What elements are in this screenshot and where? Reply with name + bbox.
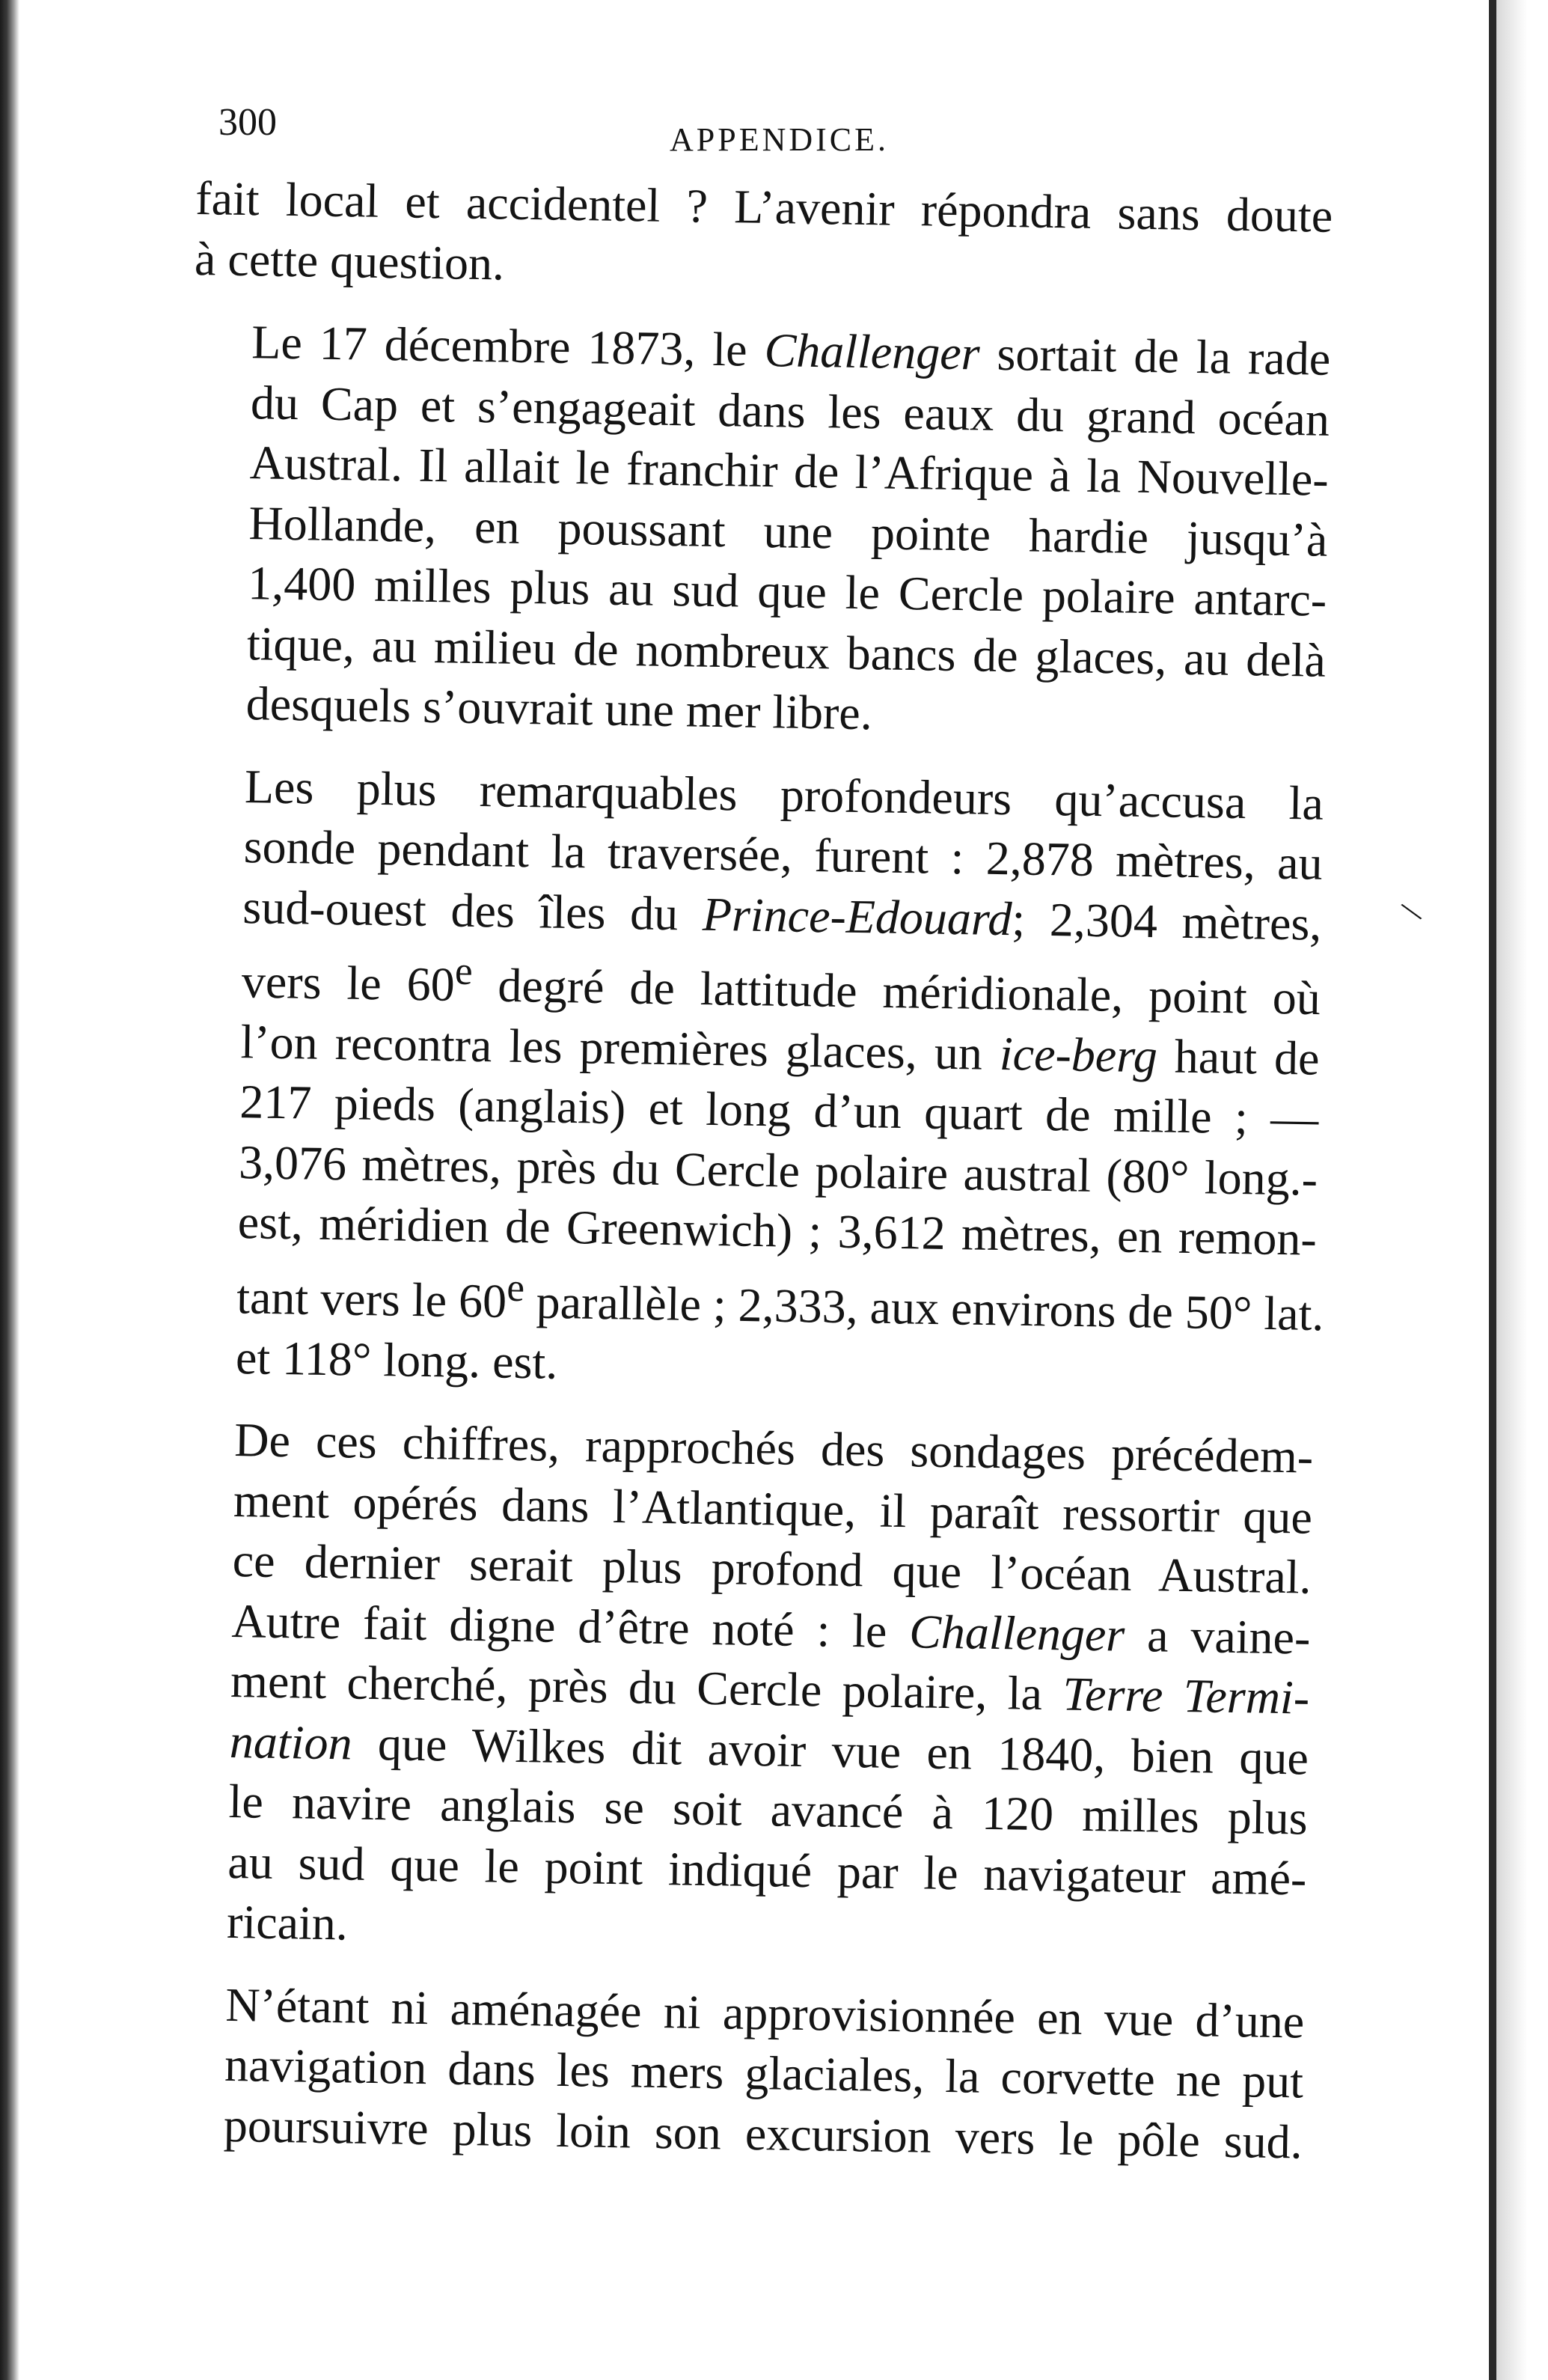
place-name: Prince-Edouard xyxy=(702,887,1013,945)
page-number: 300 xyxy=(218,101,277,144)
text-line: desquels s’ouvrait une mer libre. xyxy=(245,677,873,740)
text-line: et 118° long. est. xyxy=(235,1330,558,1389)
text-line: navigation dans les mers glaciales, la corvette ne put xyxy=(224,2038,1304,2108)
ship-name: Challenger xyxy=(764,323,981,380)
text-line: du Cap et s’engageait dans les eaux du grand océan xyxy=(250,375,1330,446)
paragraph-4 xyxy=(168,1409,1314,1969)
page-right-shadow xyxy=(1496,0,1548,2380)
text-line: ce dernier serait plus profond que l’océan Austral. xyxy=(232,1534,1312,1604)
text-line: sud-ouest des îles du Prince-Edouard; 2,304 mètres, xyxy=(242,879,1322,951)
text-line: De ces chiffres, rapprochés des sondages précédem- xyxy=(233,1413,1314,1483)
term-iceberg: ice-berg xyxy=(999,1026,1158,1083)
text-line: ment cherché, près du Cercle polaire, la Terre Termi- xyxy=(230,1654,1310,1724)
paragraph-1 xyxy=(194,168,1333,307)
text-line: 3,076 mètres, près du Cercle polaire austral (80° long.- xyxy=(238,1135,1318,1206)
margin-mark: \ xyxy=(1396,893,1426,930)
paragraph-5 xyxy=(165,1974,1305,2172)
text-line: fait local et accidentel ? L’avenir répondra sans doute xyxy=(195,171,1333,242)
text-line: est, méridien de Greenwich) ; 3,612 mètres, en remon- xyxy=(237,1195,1318,1266)
text-line: le navire anglais se soit avancé à 120 milles plus xyxy=(228,1775,1309,1845)
text-line: Les plus remarquables profondeurs qu’accusa la xyxy=(244,759,1324,830)
text-line: poursuivre plus loin son excursion vers le pôle sud. xyxy=(223,2098,1303,2169)
text-line: à cette question. xyxy=(194,231,505,290)
paragraph-3 xyxy=(177,755,1324,1404)
text-line: vers le 60e degré de lattitude méridionale, point où xyxy=(241,948,1321,1025)
text-line: Hollande, en poussant une pointe hardie jusqu’à xyxy=(248,495,1328,567)
ship-name: Challenger xyxy=(908,1604,1125,1662)
text-line: ricain. xyxy=(226,1895,349,1950)
text-line: tant vers le 60e parallèle ; 2,333, aux environs de 50° lat. xyxy=(236,1264,1325,1341)
body-text xyxy=(165,168,1333,2173)
text-line: l’on recontra les premières glaces, un ice-berg haut de xyxy=(240,1014,1321,1085)
running-title: APPENDICE. xyxy=(670,121,890,158)
page-binding-edge xyxy=(0,0,19,2380)
text-line: 1,400 milles plus au sud que le Cercle polaire antarc- xyxy=(247,556,1327,626)
text-line: tique, au milieu de nombreux bancs de glaces, au delà xyxy=(246,616,1327,687)
text-line: Austral. Il allait le franchir de l’Afrique à la Nouvelle- xyxy=(249,436,1330,506)
text-line: nation que Wilkes dit avoir vue en 1840, bien que xyxy=(229,1714,1309,1785)
text-line: au sud que le point indiqué par le navigateur amé- xyxy=(227,1834,1307,1905)
text-line: N’étant ni aménagée ni approvisionnée en vue d’une xyxy=(224,1977,1305,2048)
text-line: 217 pieds (anglais) et long d’un quart de mille ; — xyxy=(239,1075,1319,1146)
page-right-border xyxy=(1489,0,1496,2380)
place-name: nation xyxy=(229,1714,353,1770)
text-line: Le 17 décembre 1873, le Challenger sortait de la rade xyxy=(251,315,1331,385)
paragraph-2 xyxy=(187,311,1331,751)
text-line: ment opérés dans l’Atlantique, il paraît ressortir que xyxy=(233,1473,1313,1544)
text-line: Autre fait digne d’être noté : le Challenger a vaine- xyxy=(230,1593,1311,1665)
text-line: sonde pendant la traversée, furent : 2,878 mètres, au xyxy=(243,820,1324,890)
place-name: Terre Termi- xyxy=(1062,1667,1310,1724)
